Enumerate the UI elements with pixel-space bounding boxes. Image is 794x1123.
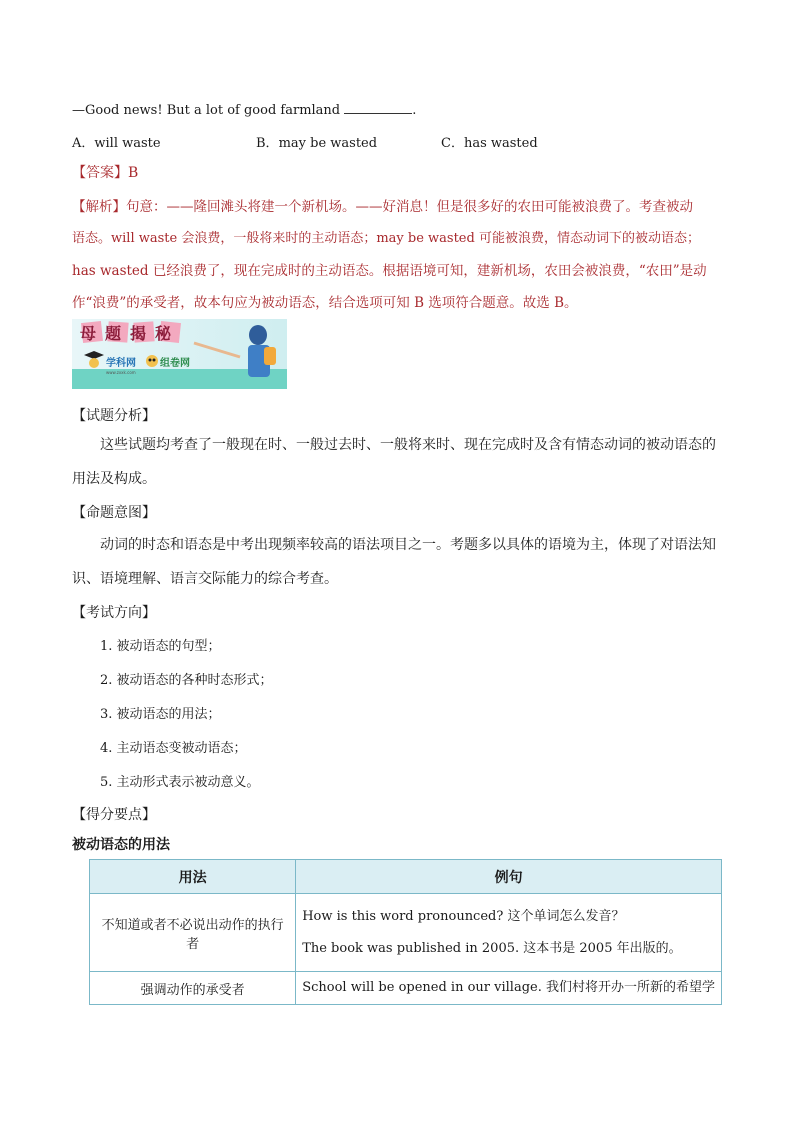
option-a-text: will waste [94, 136, 161, 151]
section-intent-text: 动词的时态和语态是中考出现频率较高的语法项目之一。考题多以具体的语境为主，体现了对语法知识、语境理解、语言交际能力的综合考查。 [72, 537, 716, 587]
example-sentence: How is this word pronounced? 这个单词怎么发音？ [302, 908, 625, 924]
answer-value: B [128, 165, 139, 181]
section-analysis-title: 【试题分析】 [72, 408, 156, 424]
option-b-letter: B． [256, 136, 279, 151]
banner-title: 母题揭秘 [79, 324, 181, 343]
logo-zujuan: 组卷网 [160, 358, 190, 369]
direction-item-1: 1. 被动语态的句型； [100, 639, 221, 654]
example-cell [296, 894, 722, 972]
logo-xueke-url: www.zxxk.com [106, 370, 136, 375]
passive-voice-table [89, 859, 722, 1005]
table-caption: 被动语态的用法 [72, 837, 170, 853]
direction-item-4: 4. 主动语态变被动语态； [100, 741, 247, 756]
explanation-line-1 [72, 196, 693, 218]
example-sentence: The book was published in 2005. 这本书是 2005 年出版的。 [302, 940, 682, 956]
explanation-line-2: 语态。will waste 会浪费，一般将来时的主动语态；may be wasted 可能被浪费，情态动词下的被动语态； [72, 231, 700, 246]
section-direction-title: 【考试方向】 [72, 605, 156, 621]
section-intent-title: 【命题意图】 [72, 505, 156, 521]
logo-xueke: 学科网 [106, 358, 136, 369]
table-row [90, 894, 722, 972]
header-usage: 用法 [90, 860, 296, 894]
option-a [72, 132, 161, 151]
direction-item-5: 5. 主动形式表示被动意义。 [100, 775, 260, 790]
direction-item-2: 2. 被动语态的各种时态形式； [100, 673, 273, 688]
option-c [441, 132, 538, 151]
answer-line [72, 163, 138, 183]
option-a-letter: A． [72, 136, 95, 151]
explanation-line-3: has wasted 已经浪费了，现在完成时的主动语态。根据语境可知，建新机场，农田会被浪费，“农田”是动 [72, 263, 707, 279]
explanation-label: 【解析】 [72, 199, 126, 215]
question-text: —Good news! But a lot of good farmland [72, 103, 341, 118]
question-line: —Good news! But a lot of good farmland . [72, 100, 416, 121]
usage-cell: 不知道或者不必说出动作的执行者 [90, 894, 296, 972]
owl-icon [146, 355, 158, 367]
explanation-line-4: 作“浪费”的承受者，故本句应为被动语态，结合选项可知 B 选项符合题意。故选 B。 [72, 295, 578, 311]
example-sentence: School will be opened in our village. 我们村将开办一所新的希望学 [302, 980, 715, 995]
direction-item-3: 3. 被动语态的用法； [100, 707, 221, 722]
table-header-row [90, 860, 722, 894]
header-example: 例句 [296, 860, 722, 894]
option-c-letter: C． [441, 136, 464, 151]
option-c-text: has wasted [463, 136, 538, 151]
option-b [256, 132, 377, 151]
example-cell [296, 972, 722, 1005]
mother-question-banner [72, 319, 287, 389]
answer-label: 【答案】 [72, 165, 128, 181]
option-b-text: may be wasted [278, 136, 378, 151]
table-row [90, 972, 722, 1005]
explanation-text-1: 句意：——隆回滩头将建一个新机场。——好消息！但是很多好的农田可能被浪费了。考查被动 [126, 199, 693, 215]
usage-cell: 强调动作的承受者 [90, 972, 296, 1005]
answer-blank [344, 100, 412, 114]
section-points-title: 【得分要点】 [72, 807, 156, 823]
section-analysis-text: 这些试题均考查了一般现在时、一般过去时、一般将来时、现在完成时及含有情态动词的被动语态的用法及构成。 [72, 437, 716, 487]
